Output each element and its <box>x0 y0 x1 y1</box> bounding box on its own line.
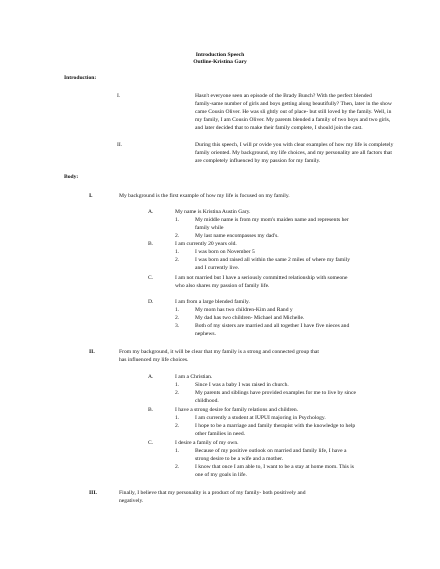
point-number: 1. <box>175 217 180 223</box>
point-number: 1. <box>175 448 180 454</box>
intro-item-line: family oriented. My background, my life choices, and my personality are all factors that <box>195 150 392 156</box>
sub-text: who also shares my passion of family life. <box>175 283 270 289</box>
sub-letter: C. <box>148 440 154 446</box>
body-item-line: negatively. <box>119 498 144 504</box>
intro-item-line: family-same number of girls and boys getting along beautifully? Then, later in the show <box>195 101 392 107</box>
point-line: other families in need. <box>195 431 246 437</box>
point-line: strong desire to be a wife and a mother. <box>195 456 284 462</box>
body-item-number: I. <box>89 193 93 199</box>
point-number: 2. <box>175 423 180 429</box>
body-item-number: III. <box>89 490 97 496</box>
body-item-line: My background is the first example of how my life is focused on my family. <box>119 193 290 199</box>
sub-text: I am a Christian. <box>175 374 213 380</box>
point-number: 2. <box>175 257 180 263</box>
point-number: 1. <box>175 307 180 313</box>
point-line: I was born and raised all within the same 2 miles of where my family <box>195 257 351 263</box>
body-heading: Body: <box>64 174 79 180</box>
point-line: My dad has two children- Michael and Michelle. <box>195 315 305 321</box>
point-number: 3. <box>175 323 180 329</box>
point-line: childhood. <box>195 398 219 404</box>
sub-text: I desire a family of my own. <box>175 440 239 446</box>
point-line: family while <box>195 225 224 231</box>
point-number: 1. <box>175 382 180 388</box>
sub-text: I am not married but I have a seriously committed relationship with someone <box>175 275 348 281</box>
point-line: Because of my positive outlook on married and family life, I have a <box>195 448 347 454</box>
point-line: I hope to be a marriage and family therapist with the knowledge to help <box>195 423 356 429</box>
point-number: 1. <box>175 415 180 421</box>
sub-letter: B. <box>148 407 154 413</box>
point-line: My parents and siblings have provided examples for me to live by since <box>195 390 356 396</box>
body-item-line: From my background, it will be clear that my family is a strong and connected group that <box>119 349 319 355</box>
point-number: 2. <box>175 390 180 396</box>
point-line: and I currently live. <box>195 265 240 271</box>
point-number: 2. <box>175 464 180 470</box>
sub-letter: C. <box>148 275 154 281</box>
point-line: Both of my sisters are married and all together I have five nieces and <box>195 323 350 329</box>
point-line: My middle name is from my mom's maiden name and represents her <box>195 217 349 223</box>
document-subtitle: Outline-Kristina Gary <box>193 59 247 65</box>
point-line: I was born on November 5 <box>195 249 255 255</box>
intro-item-number: I. <box>117 93 121 99</box>
intro-item-line: came Cousin Oliver. He was sli ghtly out of place- but still loved by the family. Well, in <box>195 109 392 115</box>
intro-item-line: and later decided that to make their family complete, I should join the cast. <box>195 125 363 131</box>
intro-item-line: During this speech, I will pr ovide you with clear examples of how my life is completely <box>195 142 394 148</box>
sub-text: I am from a large blended family. <box>175 299 250 305</box>
point-number: 2. <box>175 233 180 239</box>
point-number: 1. <box>175 249 180 255</box>
sub-letter: D. <box>148 299 154 305</box>
body-item-line: Finally, I believe that my personality is a product of my family- both positively and <box>119 490 306 496</box>
point-line: Since I was a baby I was raised in church. <box>195 382 289 388</box>
point-line: I am currently a student at IUPUI majoring in Psychology. <box>195 415 326 421</box>
point-line: My mom has two children-Kim and Rand y <box>195 307 293 313</box>
point-line: one of my goals in life. <box>195 472 247 478</box>
point-number: 2. <box>175 315 180 321</box>
intro-item-number: II. <box>117 142 123 148</box>
point-line: My last name encompasses my dad's. <box>195 233 279 239</box>
point-line: nephews. <box>195 331 216 337</box>
sub-text: I have a strong desire for family relations and children. <box>175 407 299 413</box>
sub-letter: A. <box>148 374 154 380</box>
sub-letter: A. <box>148 209 154 215</box>
introduction-heading: Introduction: <box>64 75 97 81</box>
sub-text: My name is Kristina Austin Gary. <box>175 209 251 215</box>
point-line: I know that once I am able to, I want to be a stay at home mom. This is <box>195 464 354 470</box>
body-item-number: II. <box>89 349 95 355</box>
document-title: Introduction Speech <box>195 52 245 58</box>
intro-item-line: Hasn't everyone seen an episode of the Brady Bunch? With the perfect blended <box>195 93 372 99</box>
intro-item-line: my family, I am Cousin Oliver. My parents blended a family of two boys and two girls, <box>195 117 391 123</box>
sub-text: I am currently 20 years old. <box>175 241 237 247</box>
intro-item-line: are completely influenced by my passion for my family. <box>195 158 321 164</box>
sub-letter: B. <box>148 241 154 247</box>
body-item-line: has influenced my life choices. <box>119 357 189 363</box>
